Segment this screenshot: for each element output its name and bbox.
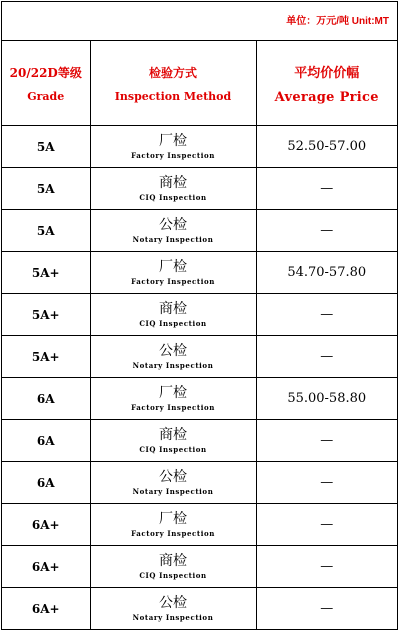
- price-column-header: [256, 41, 397, 126]
- table-row: [2, 336, 397, 378]
- method-cell: [90, 462, 256, 504]
- method-cn-label: 商检: [159, 427, 187, 443]
- header-row: [2, 41, 397, 126]
- grade-cell: 6A+: [2, 504, 90, 546]
- table-row: [2, 462, 397, 504]
- table-row: [2, 588, 397, 630]
- method-cn-label: 厂检: [159, 259, 187, 275]
- price-table-sheet: [1, 1, 398, 630]
- method-en-label: Factory Inspection: [131, 151, 215, 160]
- grade-cell: 6A+: [2, 588, 90, 630]
- table-row: [2, 126, 397, 168]
- method-column-header: [90, 41, 256, 126]
- method-cell: [90, 168, 256, 210]
- method-cell: [90, 504, 256, 546]
- method-en-label: Notary Inspection: [132, 235, 214, 244]
- grade-cell: 6A: [2, 378, 90, 420]
- price-cell: —: [256, 462, 397, 504]
- method-en-label: CIQ Inspection: [139, 445, 207, 454]
- price-table: [2, 41, 397, 629]
- price-cell: 52.50-57.00: [256, 126, 397, 168]
- grade-cell: 5A: [2, 210, 90, 252]
- grade-column-header: [2, 41, 90, 126]
- method-header-en: Inspection Method: [114, 89, 232, 103]
- grade-header-en: Grade: [27, 89, 65, 103]
- grade-cell: 6A: [2, 420, 90, 462]
- price-cell: —: [256, 420, 397, 462]
- method-cell: [90, 126, 256, 168]
- grade-cell: 5A+: [2, 252, 90, 294]
- method-cn-label: 公检: [159, 217, 187, 233]
- price-header-cn: 平均价价幅: [294, 65, 360, 81]
- method-cn-label: 厂检: [159, 385, 187, 401]
- method-cn-label: 公检: [159, 469, 187, 485]
- method-cn-label: 公检: [159, 343, 187, 359]
- grade-cell: 5A: [2, 126, 90, 168]
- price-cell: —: [256, 588, 397, 630]
- method-cell: [90, 336, 256, 378]
- table-row: [2, 210, 397, 252]
- method-cn-label: 商检: [159, 301, 187, 317]
- method-cell: [90, 546, 256, 588]
- price-cell: —: [256, 336, 397, 378]
- grade-cell: 6A: [2, 462, 90, 504]
- method-en-label: Factory Inspection: [131, 529, 215, 538]
- method-header-cn: 检验方式: [148, 65, 197, 80]
- method-cn-label: 商检: [159, 175, 187, 191]
- table-body: [2, 126, 397, 630]
- grade-cell: 5A+: [2, 294, 90, 336]
- price-cell: —: [256, 294, 397, 336]
- price-cell: —: [256, 504, 397, 546]
- method-cn-label: 公检: [159, 595, 187, 611]
- method-cell: [90, 378, 256, 420]
- method-cell: [90, 420, 256, 462]
- table-row: [2, 168, 397, 210]
- price-cell: —: [256, 210, 397, 252]
- method-en-label: Factory Inspection: [131, 277, 215, 286]
- method-cn-label: 厂检: [159, 133, 187, 149]
- grade-cell: 5A+: [2, 336, 90, 378]
- method-en-label: Notary Inspection: [132, 361, 214, 370]
- unit-note: 单位：万元/吨 Unit:MT: [2, 2, 397, 41]
- table-row: [2, 294, 397, 336]
- price-header-en: Average Price: [274, 89, 379, 105]
- method-en-label: CIQ Inspection: [139, 193, 207, 202]
- price-cell: 54.70-57.80: [256, 252, 397, 294]
- grade-cell: 6A+: [2, 546, 90, 588]
- method-en-label: CIQ Inspection: [139, 571, 207, 580]
- table-row: [2, 252, 397, 294]
- table-row: [2, 504, 397, 546]
- method-cn-label: 商检: [159, 553, 187, 569]
- price-cell: —: [256, 546, 397, 588]
- method-en-label: Factory Inspection: [131, 403, 215, 412]
- table-row: [2, 378, 397, 420]
- method-en-label: CIQ Inspection: [139, 319, 207, 328]
- table-row: [2, 546, 397, 588]
- method-en-label: Notary Inspection: [132, 613, 214, 622]
- table-row: [2, 420, 397, 462]
- method-cn-label: 厂检: [159, 511, 187, 527]
- grade-header-cn: 20/22D等级: [9, 65, 82, 80]
- method-cell: [90, 294, 256, 336]
- price-cell: —: [256, 168, 397, 210]
- method-cell: [90, 210, 256, 252]
- method-en-label: Notary Inspection: [132, 487, 214, 496]
- method-cell: [90, 588, 256, 630]
- grade-cell: 5A: [2, 168, 90, 210]
- price-cell: 55.00-58.80: [256, 378, 397, 420]
- method-cell: [90, 252, 256, 294]
